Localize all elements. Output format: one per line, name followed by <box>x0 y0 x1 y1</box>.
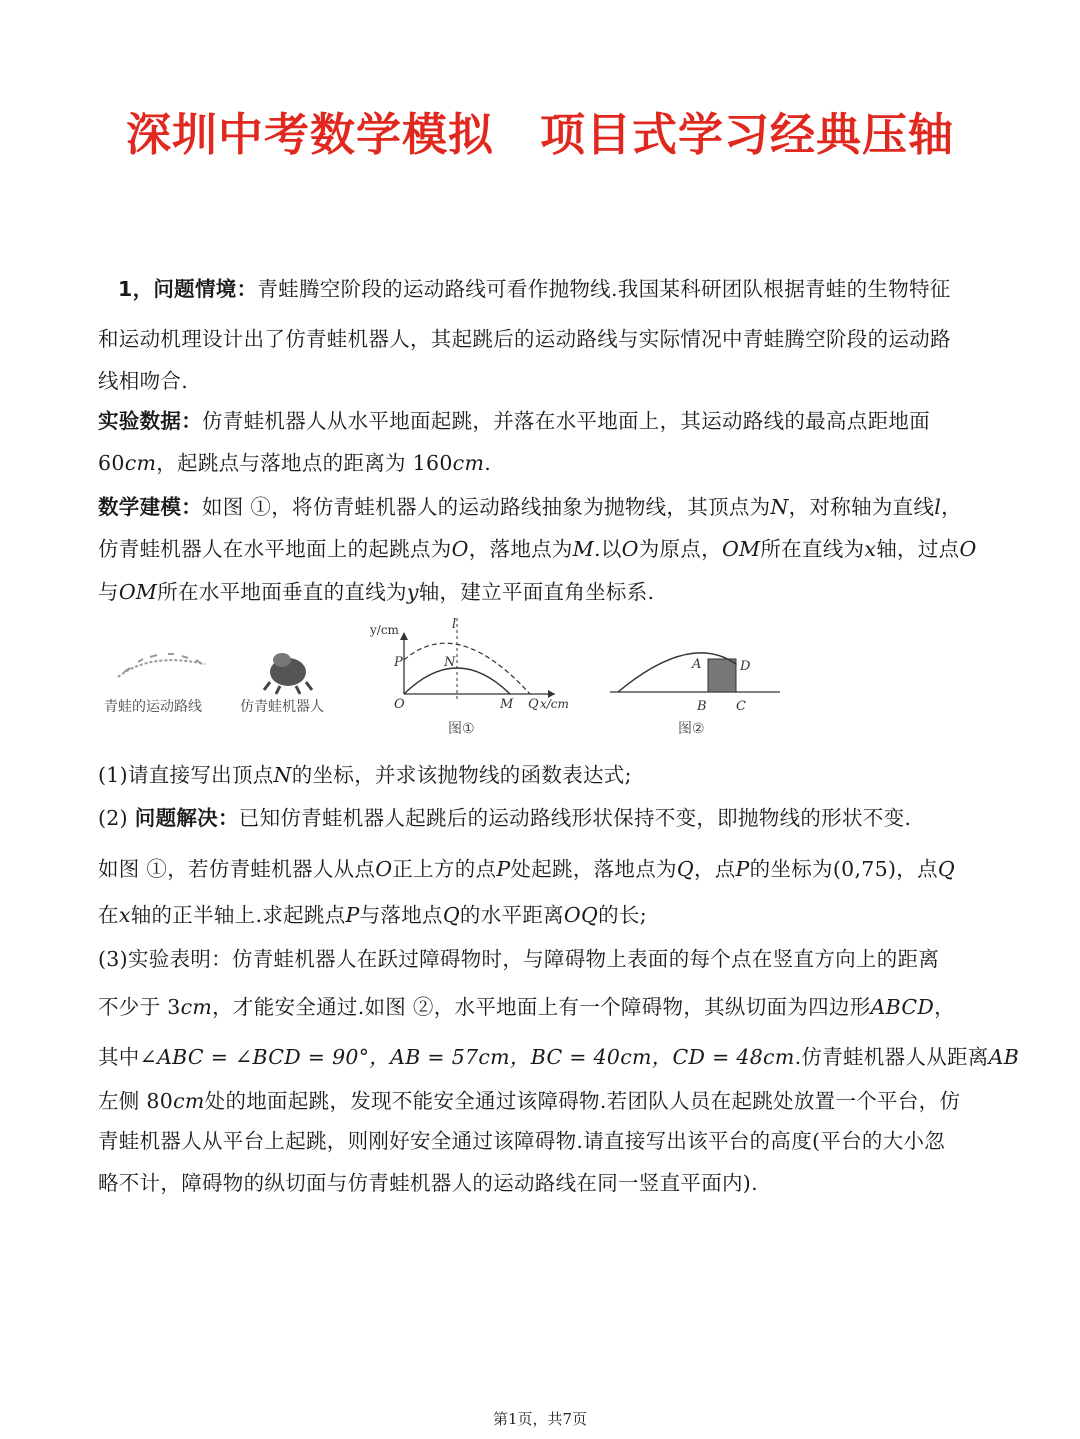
q2-text: 的坐标为(0,75)，点 <box>749 857 938 881</box>
figures-svg <box>0 612 1080 742</box>
q2-text: 的水平距离 <box>459 903 564 927</box>
robot-illustration <box>264 653 312 694</box>
q2-text: 正上方的点 <box>392 857 497 881</box>
q2-text: 处起跳，落地点为 <box>510 857 677 881</box>
var: x <box>118 903 131 927</box>
question-2-line-3 <box>98 898 998 928</box>
var: M <box>572 537 595 561</box>
var: Q <box>676 857 694 881</box>
model-label: 数学建模： <box>98 495 202 519</box>
problem-number: 1， <box>118 277 154 301</box>
model-text: 如图 ①，将仿青蛙机器人的运动路线抽象为抛物线，其顶点为 <box>202 495 771 519</box>
page-footer: 第1页，共7页 <box>492 1410 588 1428</box>
model-text: .以 <box>594 537 622 561</box>
figure-1 <box>369 617 569 712</box>
data-text-1: 仿青蛙机器人从水平地面起跳，并落在水平地面上，其运动路线的最高点距地面 <box>202 409 930 433</box>
question-3-line-3 <box>98 1040 1020 1070</box>
var: ABCD <box>870 995 935 1019</box>
var: y <box>406 580 419 604</box>
fig1-N: N <box>444 655 456 670</box>
fig2-B: B <box>697 699 707 714</box>
var: AB <box>988 1045 1020 1069</box>
q1-text: (1)请直接写出顶点 <box>98 763 274 787</box>
fig1-M: M <box>500 697 514 712</box>
q3-text: ， <box>934 995 955 1019</box>
q3-text: ，才能安全通过.如图 ②，水平地面上有一个障碍物，其纵切面为四边形 <box>212 995 871 1019</box>
question-3-line-1: (3)实验表明：仿青蛙机器人在跃过障碍物时，与障碍物上表面的每个点在竖直方向上的距离 <box>98 947 940 971</box>
var: OM <box>118 580 158 604</box>
q3-text: .仿青蛙机器人从距离 <box>794 1045 989 1069</box>
q2-text: 的长; <box>598 903 647 927</box>
figure-2 <box>610 653 780 714</box>
model-text: ，对称轴为直线 <box>788 495 935 519</box>
context-line-1 <box>118 272 1018 302</box>
q2-text: ，点 <box>693 857 736 881</box>
q1-text: 的坐标，并求该抛物线的函数表达式; <box>291 763 632 787</box>
unit: cm <box>452 451 485 475</box>
var: OM <box>721 537 761 561</box>
unit: cm <box>124 451 157 475</box>
var: Q <box>937 857 955 881</box>
question-3-line-4 <box>98 1084 998 1114</box>
period: . <box>484 451 492 475</box>
frog-path-illustration <box>118 654 205 677</box>
var: l <box>934 495 942 519</box>
context-line-2: 和运动机理设计出了仿青蛙机器人，其起跳后的运动路线与实际情况中青蛙腾空阶段的运动路 <box>98 327 951 351</box>
question-1 <box>98 758 998 788</box>
model-text: 所在直线为 <box>760 537 865 561</box>
fig1-xlabel: x/cm <box>540 697 569 711</box>
model-text: 为原点， <box>638 537 722 561</box>
unit: cm <box>180 995 213 1019</box>
context-text-1: 青蛙腾空阶段的运动路线可看作抛物线.我国某科研团队根据青蛙的生物特征 <box>257 277 951 301</box>
model-text: 轴，建立平面直角坐标系. <box>418 580 655 604</box>
var: P <box>345 903 360 927</box>
var: N <box>273 763 292 787</box>
fig2-caption: 图② <box>678 721 705 737</box>
data-height: 60 <box>98 451 125 475</box>
var: O <box>621 537 639 561</box>
fig1-ylabel: y/cm <box>370 623 399 637</box>
q2-text: 已知仿青蛙机器人起跳后的运动路线形状保持不变，即抛物线的形状不变. <box>238 806 912 830</box>
data-line-1 <box>98 404 998 434</box>
var: O <box>451 537 469 561</box>
data-text-2: ，起跳点与落地点的距离为 160 <box>156 451 453 475</box>
model-text: 轴，过点 <box>876 537 960 561</box>
robot-caption: 仿青蛙机器人 <box>240 699 324 715</box>
context-line-3: 线相吻合. <box>98 369 189 393</box>
context-label: 问题情境： <box>153 277 258 301</box>
q2-label: 问题解决： <box>134 806 239 830</box>
var: OQ <box>563 903 599 927</box>
fig1-caption: 图① <box>448 721 475 737</box>
var: O <box>959 537 977 561</box>
model-text: ，落地点为 <box>468 537 573 561</box>
var: O <box>375 857 393 881</box>
fig2-obstacle <box>708 659 736 692</box>
unit: cm <box>173 1089 205 1113</box>
model-text: 仿青蛙机器人在水平地面上的起跳点为 <box>98 537 452 561</box>
model-text: ， <box>941 495 962 519</box>
question-2-line-2 <box>98 852 998 882</box>
question-3-line-2 <box>98 990 998 1020</box>
data-label: 实验数据： <box>98 409 202 433</box>
model-line-3 <box>98 575 998 605</box>
model-line-2 <box>98 532 998 562</box>
fig2-A: A <box>692 657 702 672</box>
q2-text: 在 <box>98 903 119 927</box>
fig1-l: l <box>452 617 457 632</box>
question-3-line-6: 略不计，障碍物的纵切面与仿青蛙机器人的运动路线在同一竖直平面内). <box>98 1171 758 1195</box>
q2-text: 轴的正半轴上.求起跳点 <box>130 903 346 927</box>
question-2-line-1 <box>98 801 998 831</box>
question-3-line-5: 青蛙机器人从平台上起跳，则刚好安全通过该障碍物.请直接写出该平台的高度(平台的大小忽 <box>98 1129 946 1153</box>
model-text: 所在水平地面垂直的直线为 <box>157 580 407 604</box>
fig1-P: P <box>394 655 403 670</box>
data-line-2 <box>98 446 998 476</box>
model-text: 与 <box>98 580 119 604</box>
q2-text: 如图 ①，若仿青蛙机器人从点 <box>98 857 376 881</box>
fig1-y-arrow <box>400 632 408 640</box>
q3-text: 其中∠ <box>98 1045 158 1069</box>
figures-row <box>0 612 1080 742</box>
var: Q <box>442 903 460 927</box>
q2-text: 与落地点 <box>359 903 443 927</box>
var: P <box>496 857 511 881</box>
page-title: 深圳中考数学模拟 项目式学习经典压轴 <box>125 108 954 161</box>
q3-equations: ABC = ∠BCD = 90°，AB = 57cm，BC = 40cm，CD = 48cm <box>157 1045 795 1069</box>
q3-text: 不少于 3 <box>98 995 181 1019</box>
var: N <box>770 495 789 519</box>
var: P <box>735 857 750 881</box>
fig1-O: O <box>394 697 405 712</box>
q3-text: 处的地面起跳，发现不能安全通过该障碍物.若团队人员在起跳处放置一个平台，仿 <box>204 1089 961 1113</box>
fig2-C: C <box>736 699 746 714</box>
fig2-D: D <box>740 659 751 674</box>
fig1-Q: Q <box>528 697 539 712</box>
q3-text: 左侧 80 <box>98 1089 174 1113</box>
var: x <box>864 537 877 561</box>
frog-path-caption: 青蛙的运动路线 <box>104 699 202 715</box>
q2-number: (2) <box>98 806 128 830</box>
model-line-1 <box>98 490 998 520</box>
